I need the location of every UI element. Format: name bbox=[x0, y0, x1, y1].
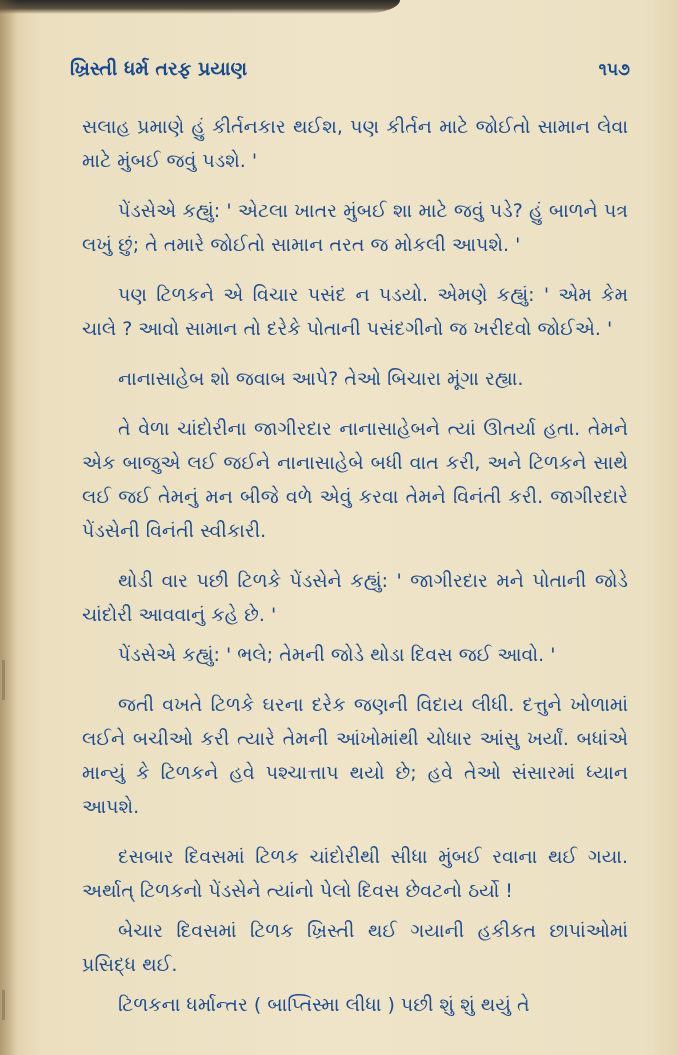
paragraph: થોડી વાર પછી ટિળકે પેંડસેને કહ્યું: ' જાગીરદાર મને પોતાની જોડે ચાંદોરી આવવાનું કહે છે. ' bbox=[82, 570, 628, 626]
paragraph: નાનાસાહેબ શો જવાબ આપે? તેઓ બિચારા મૂંગા રહ્યા. bbox=[118, 368, 524, 390]
page-number: ૧૫૭ bbox=[598, 60, 630, 80]
paragraph: બેચાર દિવસમાં ટિળક ખ્રિસ્તી થઈ ગયાની હકીકત છાપાંઓમાં પ્રસિદ્ધ થઈ. bbox=[82, 920, 628, 976]
paragraph: દસબાર દિવસમાં ટિળક ચાંદોરીથી સીધા મુંબઈ રવાના થઈ ગયા. અર્થાત્ ટિળકનો પેંડસેને ત્યાંનો પેલો દિવસ છેવટનો ઠર્યો ! bbox=[82, 846, 628, 902]
paragraph: પેંડસેએ કહ્યું: ' એટલા ખાતર મુંબઈ શા માટે જવું પડે? હું બાળને પત્ર લખું છું; તે તમારે જોઈતો સામાન તરત જ મોકલી આપશે. ' bbox=[82, 200, 628, 256]
paragraph: ટિળકના ધર્માન્તર ( બાપ્તિસ્મા લીધા ) પછી શું શું થયું તે bbox=[118, 994, 530, 1016]
running-title: ખ્રિસ્તી ધર્મ તરફ પ્રયાણ bbox=[70, 58, 248, 80]
paragraph: જતી વખતે ટિળકે ઘરના દરેક જણની વિદાય લીધી. દત્તુને ખોળામાં લઈને બચીઓ કરી ત્યારે તેમની આંખોમાંથી ચોધાર આંસુ ખર્યાં. બધાંએ માન્યું કે ટિળકને હવે પશ્ચાત્તાપ થયો છે; હવે તેઓ સંસારમાં ધ્યાન આપશે. bbox=[82, 694, 628, 818]
paragraph: તે વેળા ચાંદોરીના જાગીરદાર નાનાસાહેબને ત્યાં ઊતર્યા હતા. તેમને એક બાજુએ લઈ જઈને નાનાસાહેબે બધી વાત કરી, અને ટિળકને સાથે લઈ જઈ તેમનું મન બીજે વળે એવું કરવા તેમને વિનંતી કરી. જાગીરદારે પેંડસેની વિનંતી સ્વીકારી. bbox=[82, 418, 628, 542]
paragraph: પેંડસેએ કહ્યું: ' ભલે; તેમની જોડે થોડા દિવસ જઈ આવો. ' bbox=[118, 644, 556, 666]
page-top-shadow bbox=[0, 0, 400, 14]
margin-mark bbox=[2, 660, 5, 700]
paragraph: પણ ટિળકને એ વિચાર પસંદ ન પડયો. એમણે કહ્યું: ' એમ કેમ ચાલે ? આવો સામાન તો દરેકે પોતાની પસંદગીનો જ ખરીદવો જોઈએ. ' bbox=[82, 284, 628, 340]
paragraph: સલાહ પ્રમાણે હું કીર્તનકાર થઈશ, પણ કીર્તન માટે જોઈતો સામાન લેવા માટે મુંબઈ જવું પડશે. ' bbox=[82, 116, 628, 172]
body-text bbox=[82, 110, 628, 1038]
page-header bbox=[70, 58, 630, 88]
spine-shadow bbox=[0, 0, 18, 1055]
margin-mark bbox=[2, 990, 5, 1020]
